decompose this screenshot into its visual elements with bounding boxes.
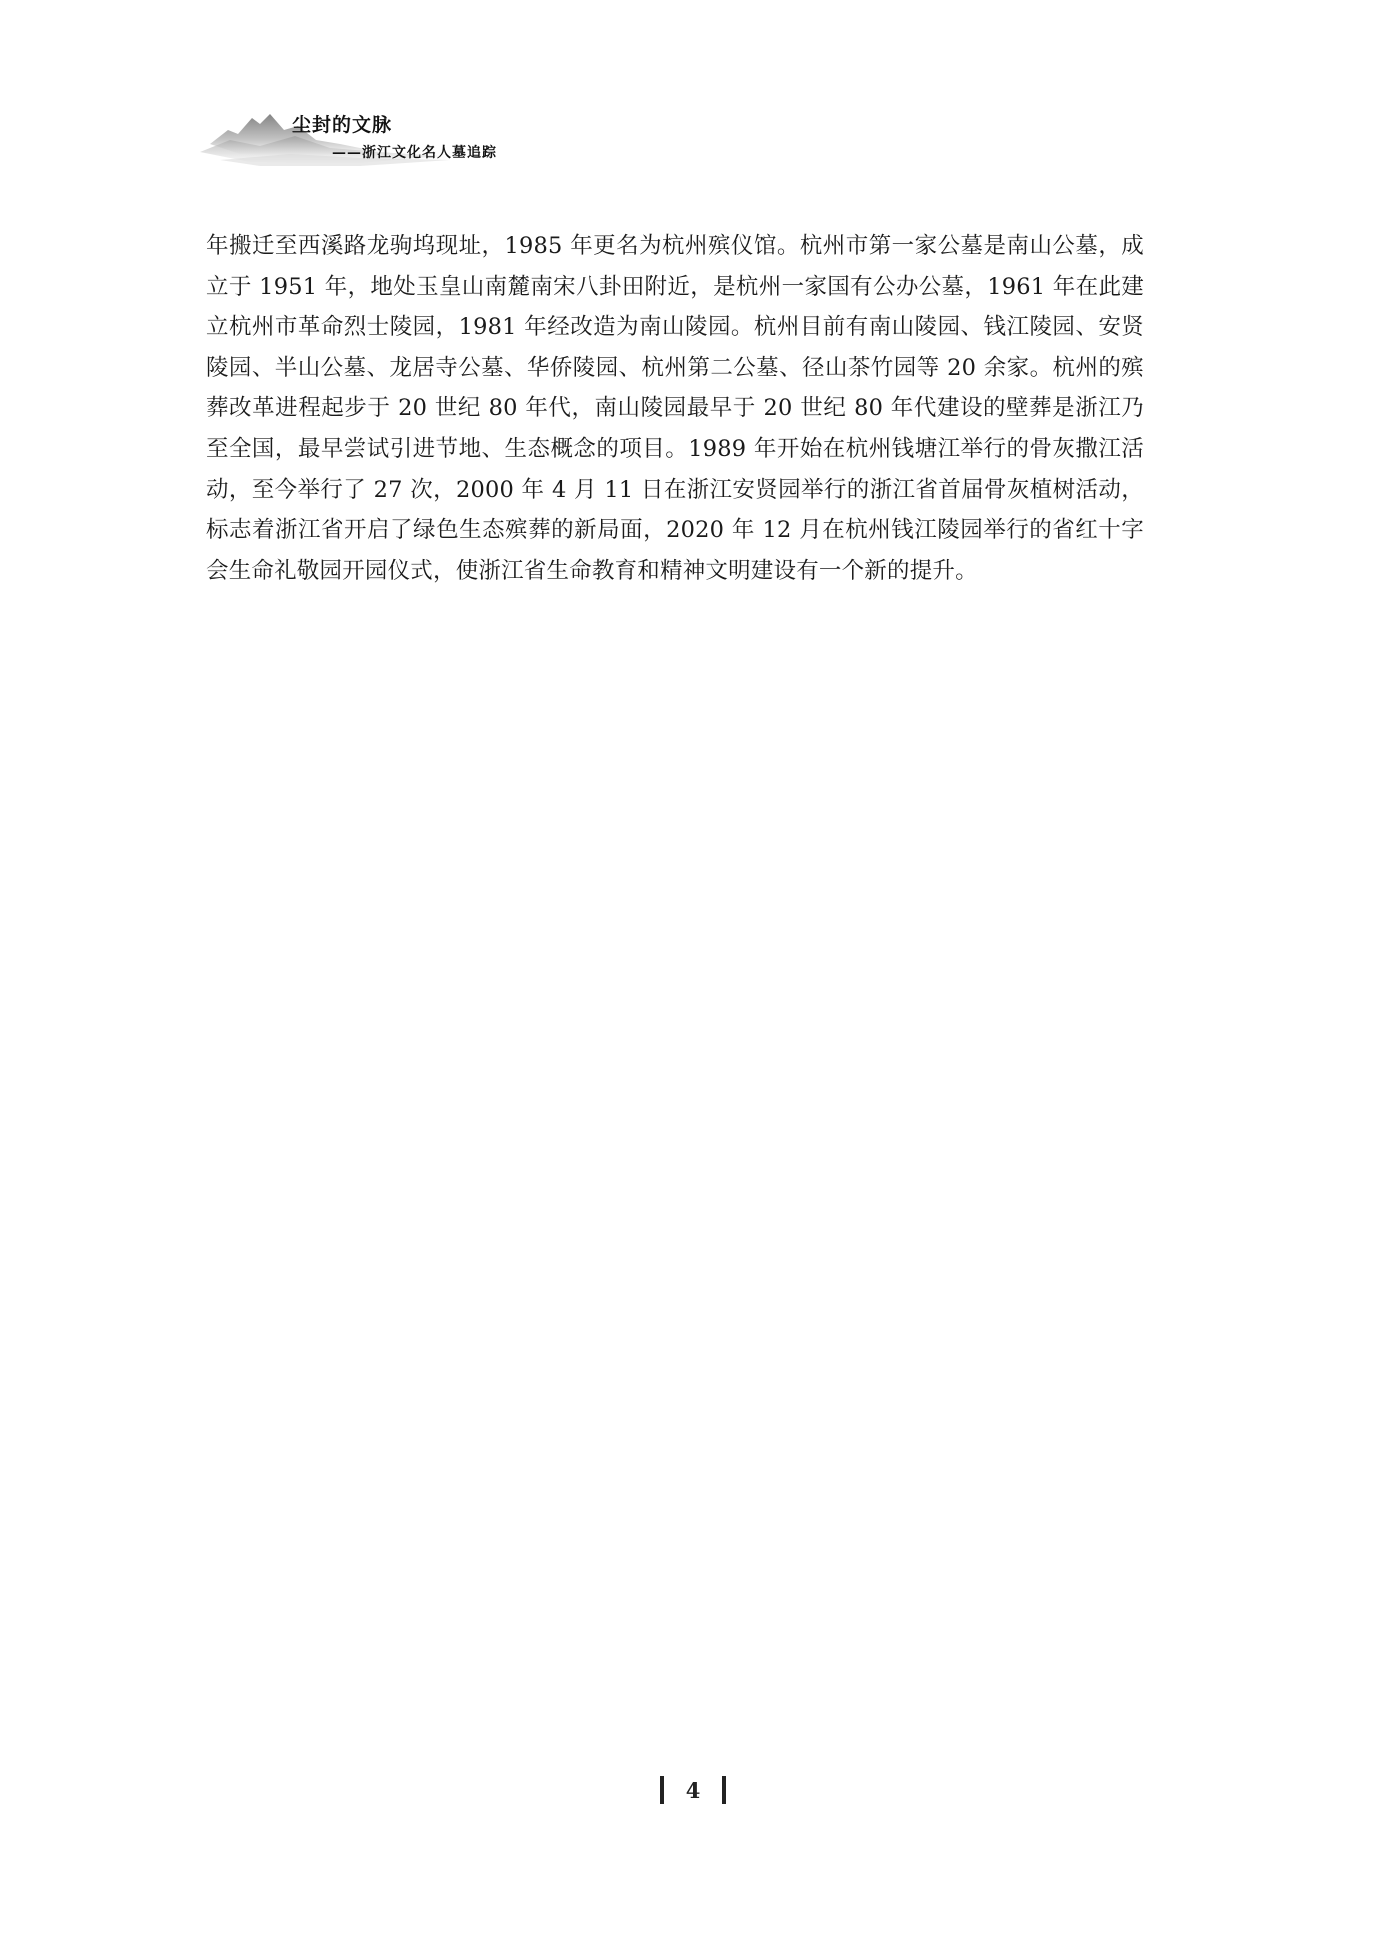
right-divider-bar	[722, 1776, 726, 1804]
left-divider-bar	[660, 1776, 664, 1804]
page-number: 4	[685, 1777, 701, 1803]
page-footer	[0, 1772, 1386, 1808]
book-subtitle: ——浙江文化名人墓追踪	[332, 145, 497, 161]
running-header	[200, 100, 620, 170]
book-title: 尘封的文脉	[292, 114, 393, 136]
body-paragraph: 年搬迁至西溪路龙驹坞现址，1985 年更名为杭州殡仪馆。杭州市第一家公墓是南山公墓，成立于 1951 年，地处玉皇山南麓南宋八卦田附近，是杭州一家国有公办公墓，1961 年在此建立杭州市革命烈士陵园，1981 年经改造为南山陵园。杭州目前有南山陵园、钱江陵园、安贤陵园、半山公墓、龙居寺公墓、华侨陵园、杭州第二公墓、径山茶竹园等 20 余家。杭州的殡葬改革进程起步于 20 世纪 80 年代，南山陵园最早于 20 世纪 80 年代建设的壁葬是浙江乃至全国，最早尝试引进节地、生态概念的项目。1989 年开始在杭州钱塘江举行的骨灰撒江活动，至今举行了 27 次，2000 年 4 月 11 日在浙江安贤园举行的浙江省首届骨灰植树活动，标志着浙江省开启了绿色生态殡葬的新局面，2020 年 12 月在杭州钱江陵园举行的省红十字会生命礼敬园开园仪式，使浙江省生命教育和精神文明建设有一个新的提升。	[206, 233, 1144, 584]
